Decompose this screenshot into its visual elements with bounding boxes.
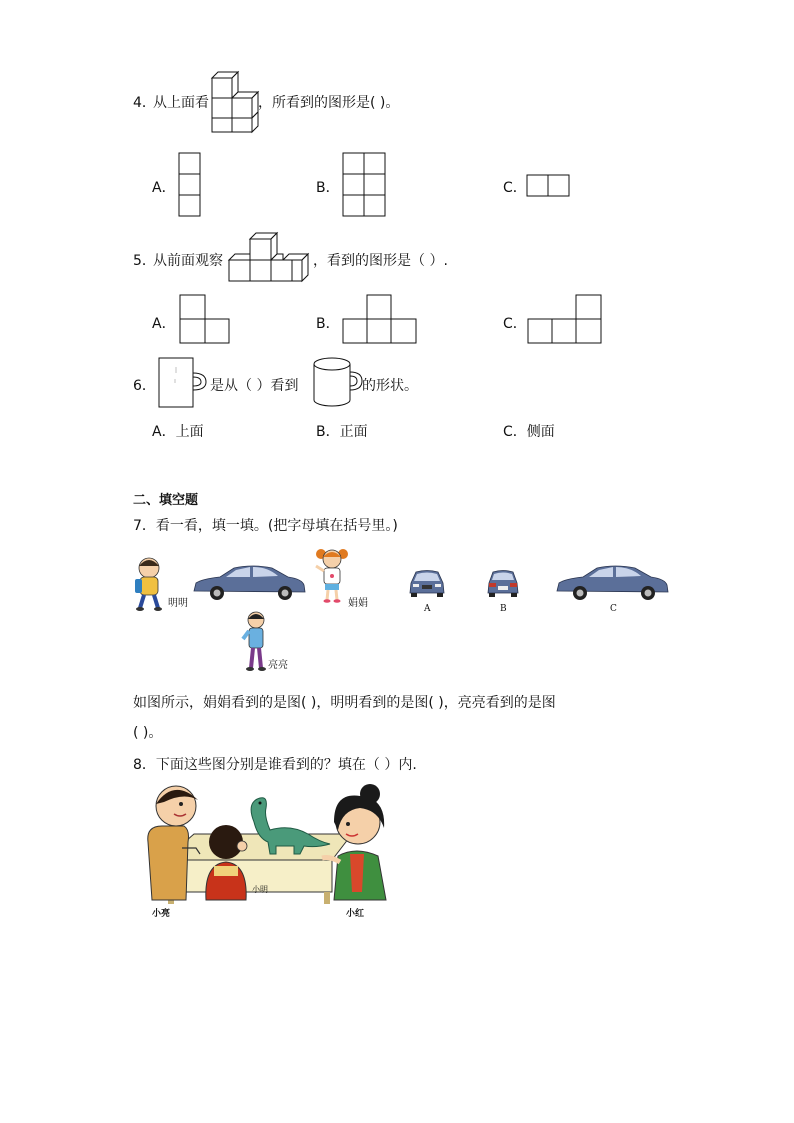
- q7-answer-line-1: 如图所示，娟娟看到的是图( )，明明看到的是图( )，亮亮看到的是图: [133, 695, 556, 711]
- juanjuan-label: 娟娟: [348, 598, 368, 609]
- q6-text-post: 的形状。: [362, 378, 418, 394]
- q6-mug-side-view-figure: [158, 357, 208, 409]
- xiaoming-label: 小明: [252, 885, 268, 894]
- q5-stacked-cubes-figure: [228, 231, 310, 285]
- car-rear-view-b: [485, 569, 521, 599]
- q4-option-b-figure: [342, 152, 388, 218]
- xiaoliang-label: 小亮: [152, 909, 171, 919]
- q5-option-c-figure: [527, 294, 603, 346]
- car-front-view-a: [407, 569, 447, 599]
- car-a-label: A: [424, 604, 431, 614]
- q5-option-b-figure: [342, 294, 418, 346]
- mingming-label: 明明: [168, 598, 188, 609]
- q5-option-a-figure: [179, 294, 231, 346]
- q4-option-c-figure: [526, 174, 572, 198]
- car-c-label: C: [610, 604, 617, 614]
- q4-number: 4．: [133, 95, 156, 111]
- q5-text-post: ，看到的图形是（ ）.: [313, 253, 448, 269]
- q7-answer-line-2: ( )。: [133, 725, 163, 741]
- q8-prompt: 8．下面这些图分别是谁看到的？填在（ ）内.: [133, 757, 417, 773]
- q4-text-post: ，所看到的图形是( )。: [258, 95, 400, 111]
- q4-stacked-cubes-figure: [210, 70, 260, 134]
- car-b-label: B: [500, 604, 507, 614]
- q6-text-mid: 是从（ ）看到: [210, 378, 299, 394]
- section-title: 二、填空题: [133, 493, 199, 508]
- q5-number: 5．: [133, 253, 156, 269]
- q8-children-dinosaur-illustration: [134, 782, 404, 906]
- q6-mug-3d-figure: [312, 356, 364, 410]
- juanjuan-girl-illustration: [314, 546, 350, 604]
- q4-option-b-label: B．: [316, 180, 340, 196]
- q6-option-a: A．上面: [152, 424, 204, 440]
- q6-number: 6．: [133, 378, 156, 394]
- car-side-illustration: [190, 563, 308, 603]
- q5-option-b-label: B．: [316, 316, 340, 332]
- q7-prompt: 7．看一看，填一填。(把字母填在括号里。): [133, 518, 398, 534]
- liangliang-boy-illustration: [240, 611, 268, 673]
- q5-option-c-label: C．: [503, 316, 527, 332]
- q6-option-b: B．正面: [316, 424, 368, 440]
- xiaohong-label: 小红: [346, 909, 365, 919]
- q4-text-pre: 从上面看: [153, 95, 209, 111]
- mingming-boy-illustration: [132, 556, 166, 612]
- q6-option-c: C．侧面: [503, 424, 555, 440]
- car-side-view-c: [553, 563, 671, 603]
- liangliang-label: 亮亮: [268, 660, 288, 671]
- q4-option-a-label: A．: [152, 180, 176, 196]
- q4-option-a-figure: [178, 152, 202, 218]
- q5-option-a-label: A．: [152, 316, 176, 332]
- q5-text-pre: 从前面观察: [153, 253, 223, 269]
- q4-option-c-label: C．: [503, 180, 527, 196]
